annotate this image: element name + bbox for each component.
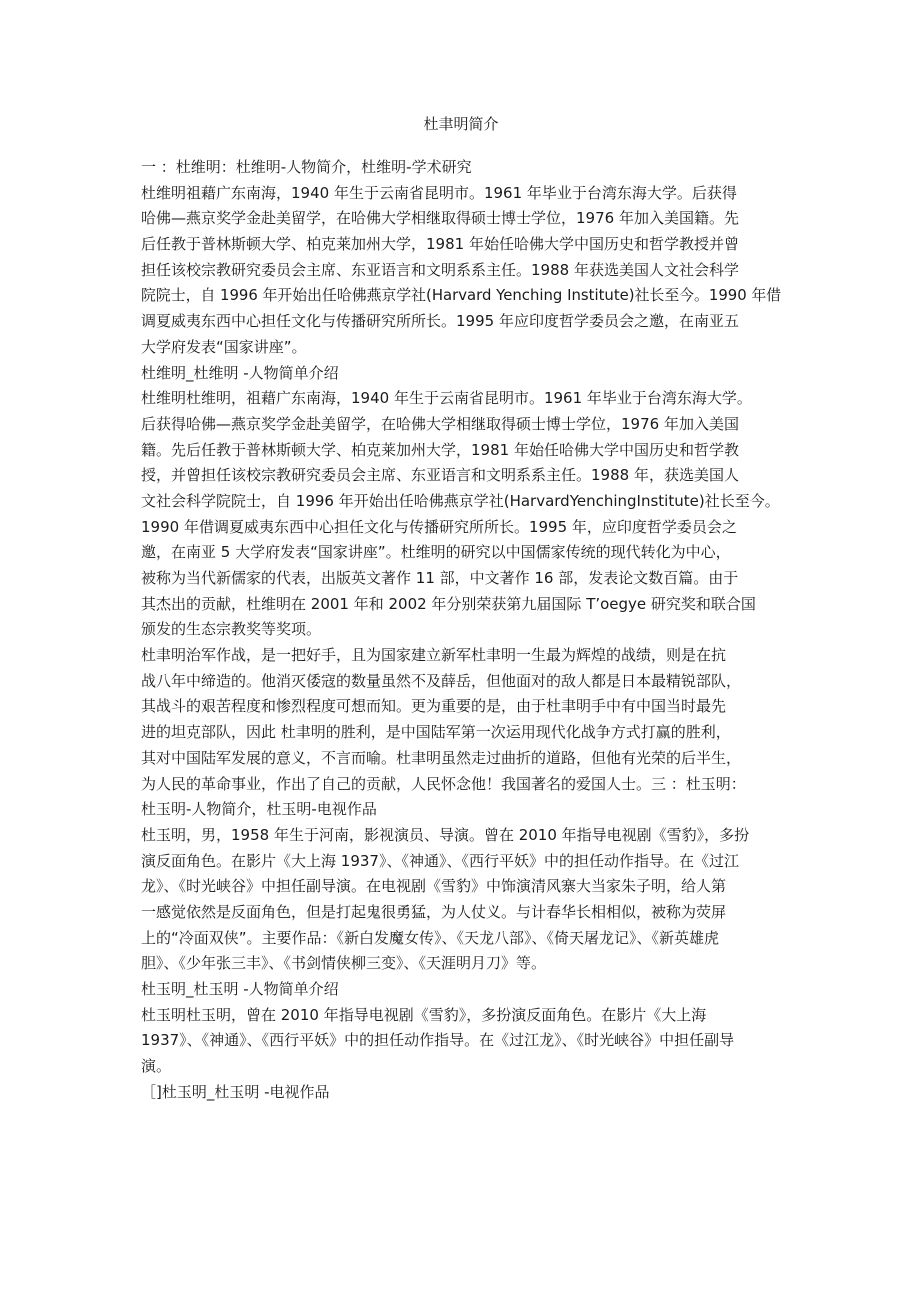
document-page (141, 114, 781, 1105)
text-line: 杜维明祖藉广东南海，1940 年生于云南省昆明市。1961 年毕业于台湾东海大学。后获得 (141, 183, 737, 202)
text-line: 后获得哈佛—燕京奖学金赴美留学，在哈佛大学相继取得硕士博士学位，1976 年加入美国 (141, 414, 739, 433)
text-line: 其杰出的贡献，杜维明在 2001 年和 2002 年分别荣获第九届国际 T’oegye 研究奖和联合国 (141, 594, 756, 613)
text-line: 调夏威夷东西中心担任文化与传播研究所所长。1995 年应印度哲学委员会之邀，在南亚五 (141, 312, 739, 331)
text-line: 籍。先后任教于普林斯顿大学、柏克莱加州大学，1981 年始任哈佛大学中国历史和哲学教 (141, 440, 739, 459)
text-line: 演。 (141, 1057, 172, 1076)
text-line: 杜玉明_杜玉明 -人物简单介绍 (141, 980, 339, 998)
text-line: 上的“冷面双侠”。主要作品：《新白发魔女传》、《天龙八部》、《倚天屠龙记》、《新英雄虎 (141, 928, 720, 947)
text-line: 其战斗的艰苦程度和惨烈程度可想而知。更为重要的是，由于杜聿明手中有中国当时最先 (141, 697, 727, 716)
text-line: 后任教于普林斯顿大学、柏克莱加州大学，1981 年始任哈佛大学中国历史和哲学教授并曾 (141, 235, 739, 254)
text-line: 被称为当代新儒家的代表，出版英文著作 11 部，中文著作 16 部，发表论文数百篇。由于 (141, 569, 739, 587)
text-line: 院院士，自 1996 年开始出任哈佛燕京学社(Harvard Yenching Institute)社长至今。1990 年借 (141, 286, 782, 305)
text-line: 为人民的革命事业，作出了自己的贡献，人民怀念他！我国著名的爱国人士。三 ：杜玉明： (141, 774, 746, 793)
text-line: 杜玉明-人物简介，杜玉明-电视作品 (141, 800, 377, 819)
text-line: 一感觉依然是反面角色，但是打起鬼很勇猛，为人仗义。与计春华长相相似，被称为荧屏 (141, 902, 727, 921)
text-line: 一 ：杜维明：杜维明-人物简介，杜维明-学术研究 (141, 158, 472, 176)
text-line: 杜玉明，男，1958 年生于河南，影视演员、导演。曾在 2010 年指导电视剧《雪豹》，多扮 (141, 825, 750, 844)
text-line: 杜维明杜维明，祖藉广东南海，1940 年生于云南省昆明市。1961 年毕业于台湾东海大学。 (141, 389, 752, 408)
text-line: 文社会科学院院士，自 1996 年开始出任哈佛燕京学社(HarvardYenchingInstitute)社长至今。 (141, 491, 780, 510)
text-line: 担任该校宗教研究委员会主席、东亚语言和文明系系主任。1988 年获选美国人文社会科学 (141, 260, 739, 279)
document-title: 杜聿明简介 (423, 115, 499, 133)
text-line: 授，并曾担任该校宗教研究委员会主席、东亚语言和文明系系主任。1988 年，获选美国人 (141, 466, 739, 485)
text-line: 进的坦克部队，因此 杜聿明的胜利，是中国陆军第一次运用现代化战争方式打赢的胜利， (141, 723, 731, 742)
text-line: 杜聿明治军作战，是一把好手，且为国家建立新军杜聿明一生最为辉煌的战绩，则是在抗 (141, 646, 727, 665)
text-line: 杜玉明杜玉明，曾在 2010 年指导电视剧《雪豹》，多扮演反面角色。在影片《大上海 (141, 1005, 707, 1024)
text-line: 1990 年借调夏威夷东西中心担任文化与传播研究所所长。1995 年，应印度哲学委员会之 (141, 517, 737, 536)
text-line: 战八年中缔造的。他消灭倭寇的数量虽然不及薛岳，但他面对的敌人都是日本最精锐部队， (141, 671, 742, 690)
text-line: ［]杜玉明_杜玉明 -电视作品 (141, 1082, 330, 1101)
text-line: 杜维明_杜维明 -人物简单介绍 (141, 363, 339, 382)
text-line: 胆》、《少年张三丰》、《书剑情侠柳三变》、《天涯明月刀》等。 (141, 954, 547, 973)
text-line: 哈佛—燕京奖学金赴美留学，在哈佛大学相继取得硕士博士学位，1976 年加入美国籍。先 (141, 209, 739, 228)
text-line: 龙》、《时光峡谷》中担任副导演。在电视剧《雪豹》中饰演清风寨大当家朱子明，给人第 (141, 877, 727, 896)
text-line: 演反面角色。在影片《大上海 1937》、《神通》、《西行平妖》中的担任动作指导。在《过江 (141, 851, 739, 870)
text-line: 颁发的生态宗教奖等奖项。 (141, 620, 322, 639)
text-line: 1937》、《神通》、《西行平妖》中的担任动作指导。在《过江龙》、《时光峡谷》中担任副导 (141, 1031, 735, 1050)
document-body (141, 155, 781, 1105)
text-line: 其对中国陆军发展的意义，不言而喻。杜聿明虽然走过曲折的道路，但他有光荣的后半生， (141, 748, 742, 767)
text-line: 大学府发表“国家讲座”。 (141, 337, 307, 356)
text-line: 邀，在南亚 5 大学府发表“国家讲座”。杜维明的研究以中国儒家传统的现代转化为中心， (141, 543, 731, 562)
